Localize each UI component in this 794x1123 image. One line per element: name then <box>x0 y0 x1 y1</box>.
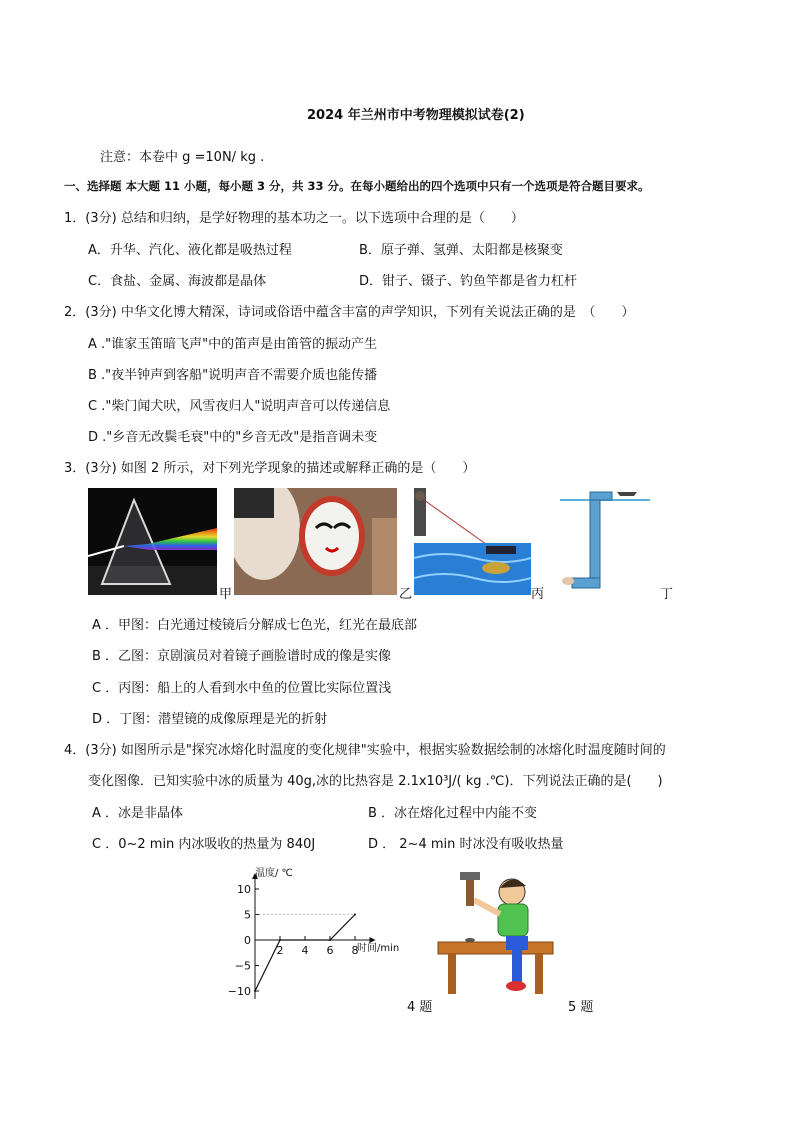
q4-option-a: A ．冰是非晶体 <box>92 806 184 821</box>
opera-mirror-photo <box>234 488 397 595</box>
q4-option-d: D ． 2~4 min 时冰没有吸收热量 <box>368 837 564 852</box>
q1-option-d: D．钳子、镊子、钓鱼竿都是省力杠杆 <box>359 274 578 289</box>
q2-option-b: B ."夜半钟声到客船"说明声音不需要介质也能传播 <box>88 368 378 383</box>
figure-label-bing: 丙 <box>531 587 545 602</box>
chart-data-point <box>354 914 356 916</box>
melting-chart <box>225 858 410 1013</box>
chart-y-tick-label: 0 <box>244 934 251 947</box>
q1-option-b: B．原子弹、氢弹、太阳都是核聚变 <box>359 243 563 258</box>
q3-option-d: D ．丁图：潜望镜的成像原理是光的折射 <box>92 712 328 727</box>
q1-stem: 1．(3分) 总结和归纳，是学好物理的基本功之一。以下选项中合理的是（ ） <box>64 211 524 226</box>
q2-option-a: A ."谁家玉笛暗飞声"中的笛声是由笛管的振动产生 <box>88 337 378 352</box>
chart-x-tick-label: 4 <box>301 944 309 957</box>
chart-data-point <box>279 939 281 941</box>
q4-figure-caption: 4 题 <box>407 1000 433 1015</box>
q4-option-b: B ．冰在熔化过程中内能不变 <box>368 806 538 821</box>
q4-option-c: C ．0~2 min 内冰吸收的热量为 840J <box>92 837 316 852</box>
chart-data-point <box>254 990 256 992</box>
chart-y-tick-label: −10 <box>227 985 251 998</box>
prism-photo <box>88 488 217 595</box>
q3-stem: 3．(3分) 如图 2 所示，对下列光学现象的描述或解释正确的是（ ） <box>64 461 476 476</box>
chart-y-tick-label: 5 <box>244 908 251 922</box>
q2-option-c: C ."柴门闻犬吠，风雪夜归人"说明声音可以传递信息 <box>88 399 391 414</box>
chart-x-axis-label: 时间/min <box>357 943 400 954</box>
q3-option-b: B ．乙图：京剧演员对着镜子画脸谱时成的像是实像 <box>92 649 392 664</box>
q2-option-d: D ."乡音无改鬓毛衰"中的"乡音无改"是指音调未变 <box>88 430 378 445</box>
chart-data-point <box>329 939 331 941</box>
q3-option-a: A ．甲图：白光通过棱镜后分解成七色光，红光在最底部 <box>92 618 418 633</box>
chart-x-tick-label: 6 <box>326 944 334 957</box>
figure-label-yi: 乙 <box>399 587 413 602</box>
q3-option-c: C ．丙图：船上的人看到水中鱼的位置比实际位置浅 <box>92 681 392 696</box>
periscope-diagram <box>560 488 650 595</box>
figure-label-ding: 丁 <box>660 587 674 602</box>
q1-option-a: A．升华、汽化、液化都是吸热过程 <box>88 243 292 258</box>
exam-note: 注意：本卷中 g =10N/ kg . <box>100 150 265 165</box>
q4-stem-line2: 变化图像．已知实验中冰的质量为 40g,冰的比热容是 2.1x10³J/( kg .℃)．下列说法正确的是( ) <box>88 774 663 789</box>
q2-stem: 2．(3分) 中华文化博大精深，诗词或俗语中蕴含丰富的声学知识，下列有关说法正确的是 （ ） <box>64 305 635 320</box>
chart-y-tick-label: 10 <box>237 883 251 896</box>
chart-x-tick-label: 8 <box>351 944 359 957</box>
chart-y-axis-label: 温度/ ℃ <box>255 868 293 879</box>
chart-x-tick-label: 2 <box>276 944 284 957</box>
q4-stem-line1: 4．(3分) 如图所示是"探究冰熔化时温度的变化规律"实验中，根据实验数据绘制的冰熔化时温度随时间的 <box>64 743 666 758</box>
hammering-illustration <box>430 870 560 998</box>
figure-label-jia: 甲 <box>219 587 233 602</box>
section-heading: 一、选择题 本大题 11 小题，每小题 3 分，共 33 分。在每小题给出的四个选项中只有一个选项是符合题目要求。 <box>64 179 650 193</box>
q1-option-c: C．食盐、金属、海波都是晶体 <box>88 274 267 289</box>
page-title: 2024 年兰州市中考物理模拟试卷(2) <box>307 108 525 123</box>
fish-photo <box>414 488 531 595</box>
chart-y-tick-label: −5 <box>234 959 251 973</box>
q5-figure-caption: 5 题 <box>568 1000 594 1015</box>
